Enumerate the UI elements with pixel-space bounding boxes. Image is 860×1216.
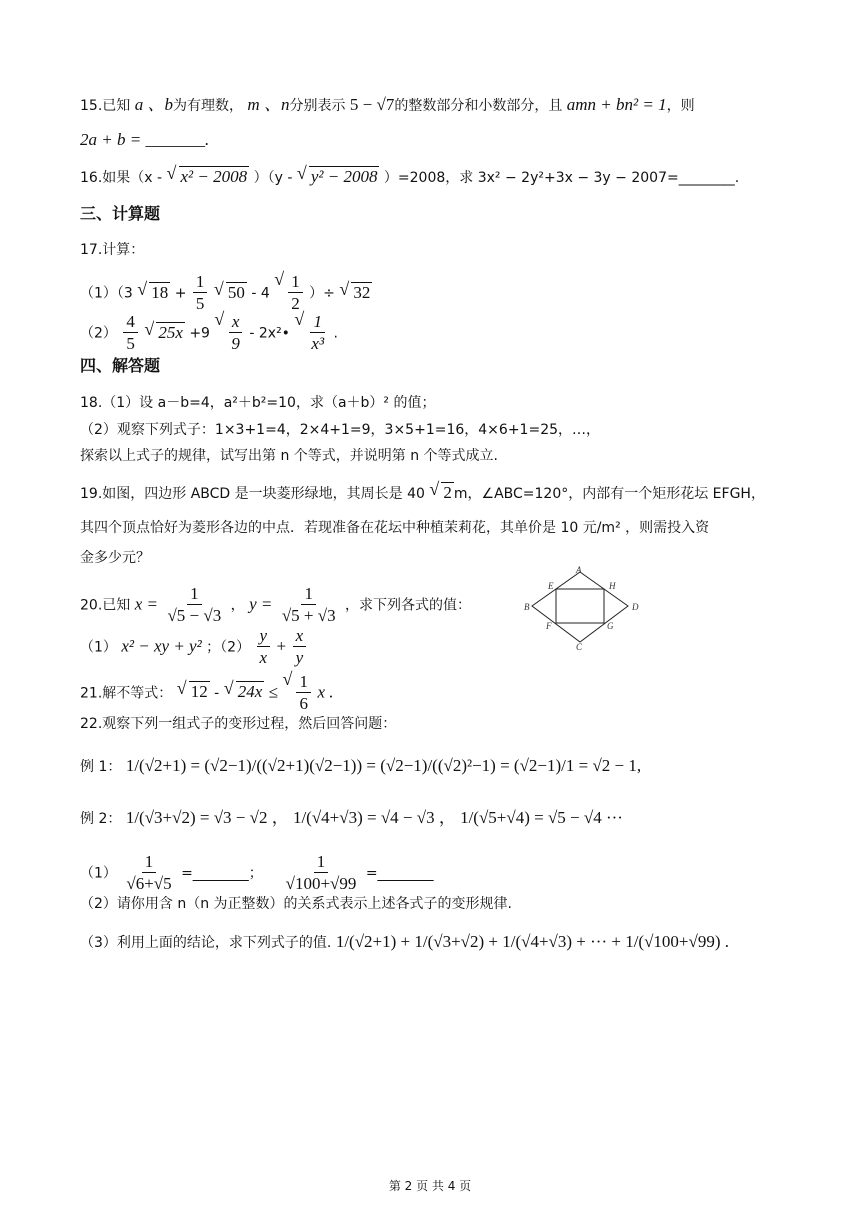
figure-label-h: H: [609, 581, 616, 591]
question-15-line1: 15.已知 a 、b为有理数， m 、n分别表示 5 − √7的整数部分和小数部分，且 amn + bn² = 1，则: [80, 95, 695, 114]
figure-label-d: D: [632, 602, 639, 612]
question-19-line2: 其四个顶点恰好为菱形各边的中点．若现准备在花坛中种植茉莉花，其单价是 10 元/m² ，则需投入资: [80, 520, 710, 536]
section-4-heading: 四、解答题: [80, 356, 161, 375]
figure-label-c: C: [576, 642, 583, 650]
question-22-part3: （3）利用上面的结论，求下列式子的值. 1/(√2+1) + 1/(√3+√2) + 1/(√4+√3) + ··· + 1/(√100+√99) .: [80, 932, 729, 951]
question-16: 16.如果（x - √ x² − 2008 ）（y - √ y² − 2008 ）=2008，求 3x² − 2y²+3x − 3y − 2007=________.: [80, 166, 739, 188]
question-18-line1: 18.（1）设 a－b=4，a²＋b²=10，求（a＋b）² 的值；: [80, 395, 436, 411]
question-22-part1: （1） $\frac{1}{√6+√5}$ =________； $\frac{1}{√100+√99}$ =________: [80, 852, 434, 893]
question-19-line1: 19.如图，四边形 ABCD 是一块菱形绿地，其周长是 40 √ 2 m，∠ABC=120°，内部有一个矩形花坛 EFGH，: [80, 482, 765, 504]
example-2: 例 2： 1/(√3+√2) = √3 − √2 ， 1/(√4+√3) = √4 − √3 ， 1/(√5+√4) = √5 − √4 ···: [80, 808, 623, 827]
question-17-part2: （2） $\frac{4}{5}$ √ 25x +9 √ $\frac{x}{9}$ - 2x²• √ $\frac{1}{\text{x³}}$ .: [80, 312, 338, 355]
question-17-part1: （1）（3 √ 18 + $\frac{1}{5}$ √ 50 - 4 √ $\frac{1}{2}$ ）÷ √ 32: [80, 272, 372, 315]
question-22-title: 22.观察下列一组式子的变形过程，然后回答问题：: [80, 716, 397, 732]
figure-label-b: B: [524, 602, 530, 612]
rhombus-figure: [520, 566, 650, 650]
question-21: 21.解不等式： √ 12 - √ 24x ≤ √ $\frac{1}{6}$ x .: [80, 672, 333, 715]
question-15-answer: 2a + b = _______.: [80, 130, 210, 149]
section-3-heading: 三、计算题: [80, 204, 161, 223]
question-17-title: 17.计算：: [80, 242, 145, 258]
example-1: 例 1： 1/(√2+1) = (√2−1)/((√2+1)(√2−1)) = (√2−1)/((√2)²−1) = (√2−1)/1 = √2 − 1,: [80, 756, 642, 775]
question-18-line3: 探索以上式子的规律，试写出第 n 个等式，并说明第 n 个等式成立.: [80, 448, 498, 464]
figure-label-e: E: [548, 581, 554, 591]
question-22-part2: （2）请你用含 n（n 为正整数）的关系式表示上述各式子的变形规律.: [80, 896, 513, 912]
figure-label-f: F: [546, 621, 552, 631]
figure-label-g: G: [607, 621, 614, 631]
question-18-line2: （2）观察下列式子：1×3+1=4，2×4+1=9，3×5+1=16，4×6+1=25，…，: [80, 422, 601, 438]
question-20-line1: 20.已知 x = $\frac{1}{√5 - √3}$ ， y = $\frac{1}{√5 + √3}$ ，求下列各式的值：: [80, 584, 472, 625]
page-footer: 第 2 页 共 4 页: [388, 1179, 472, 1193]
question-19-line3: 金多少元？: [80, 550, 150, 566]
figure-label-a: A: [576, 566, 582, 575]
question-20-line2: （1） x² − xy + y² ；（2） $\frac{y}{x}$ + $\frac{x}{y}$: [80, 626, 308, 669]
